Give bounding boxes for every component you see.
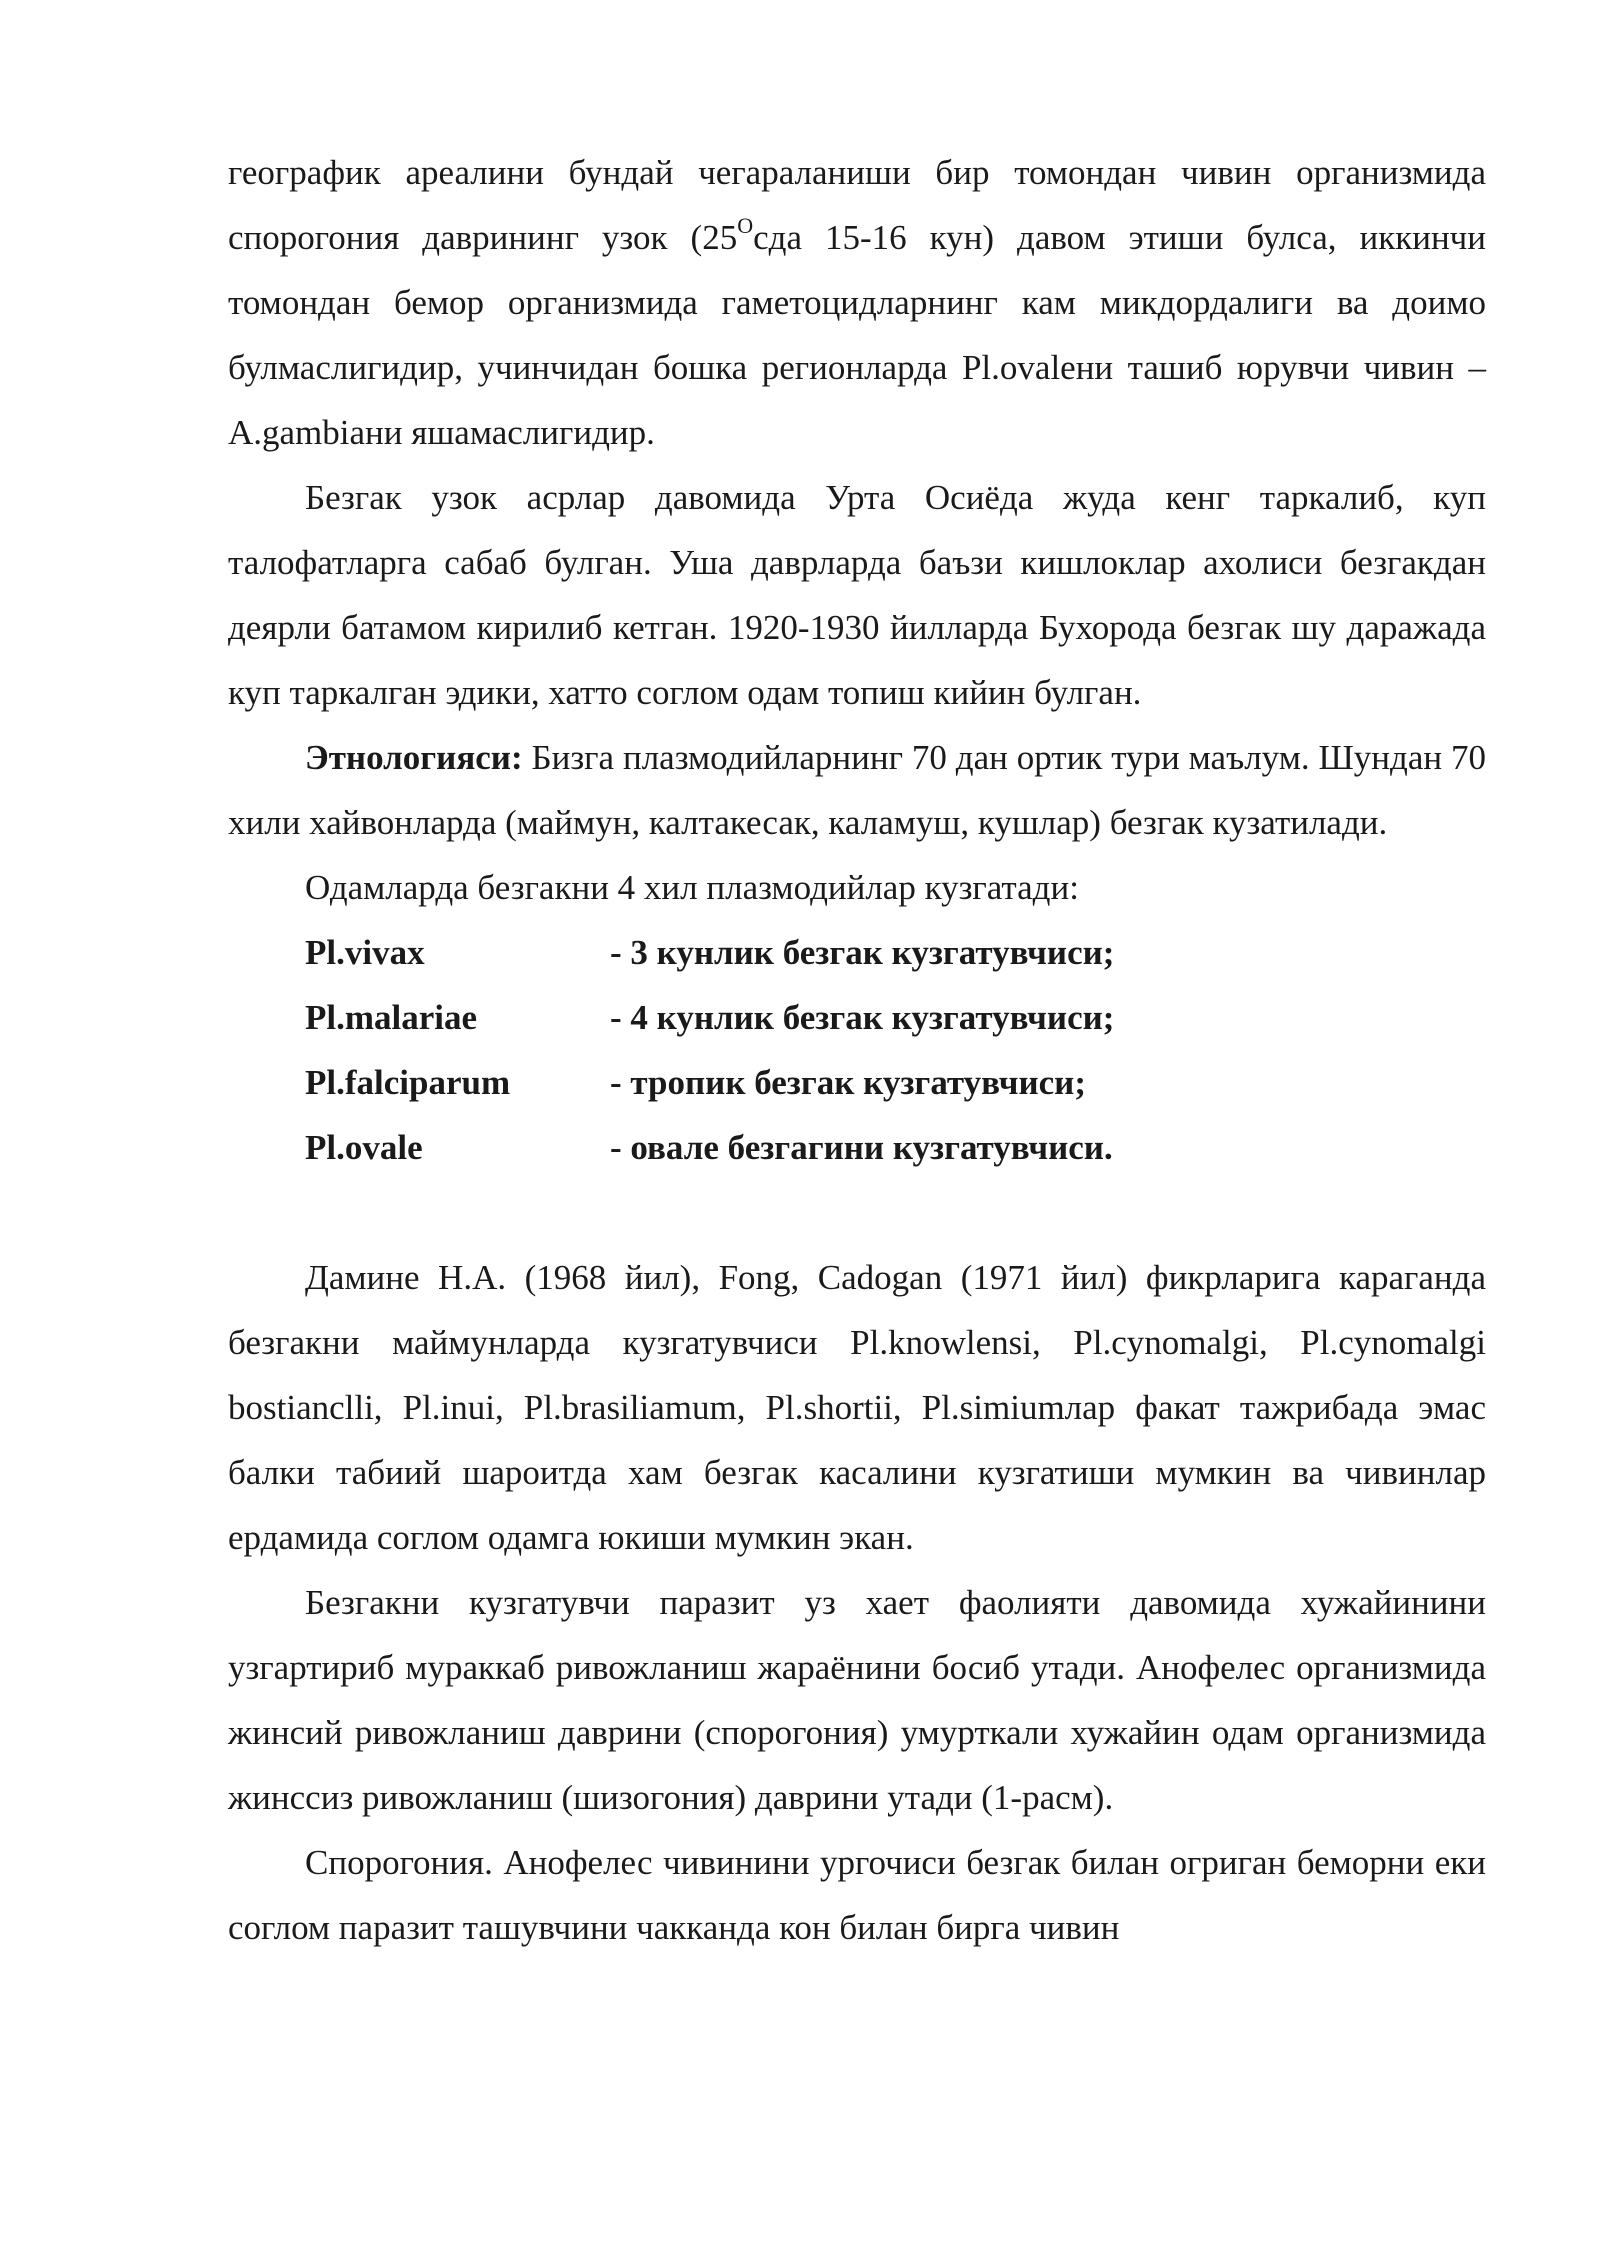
etiology-heading: Этнологияси: <box>305 738 523 777</box>
species-name: Pl.malariae <box>305 998 478 1037</box>
species-description: - 4 кунлик безгак кузгатувчиси; <box>610 998 1115 1037</box>
list-item <box>305 1115 1486 1180</box>
list-item <box>305 985 1486 1050</box>
species-description: - 3 кунлик безгак кузгатувчиси; <box>610 933 1115 972</box>
species-name: Pl.ovale <box>305 1128 423 1167</box>
species-list <box>228 920 1486 1180</box>
paragraph-text: сда 15-16 кун) давом этиши булса, иккинчи томондан бемор организмида гаметоцидларнинг кам микдордалиги ва доимо булмаслигидир, учинчидан бошка регионларда Pl.ovaleни ташиб юрувчи чивин – A.gambiани яшамаслигидир. <box>228 218 1487 452</box>
list-item <box>305 920 1486 985</box>
species-name: Pl.vivax <box>305 933 425 972</box>
temperature-value: 25 <box>702 218 738 257</box>
species-name: Pl.falciparum <box>305 1063 511 1102</box>
paragraph-geographic-range <box>228 140 1486 465</box>
paragraph-etiology <box>228 725 1486 855</box>
list-item <box>305 1050 1486 1115</box>
degree-superscript: О <box>737 213 754 239</box>
paragraph-life-cycle: Безгакни кузгатувчи паразит уз хает фаолияти давомида хужайинини узгартириб мураккаб ривожланиш жараёнини босиб утади. Анофелес организмида жинсий ривожланиш даврини (спорогония) умурткали хужайин одам организмида жинссиз ривожланиш (шизогония) даврини утади (1-расм). <box>228 1583 1486 1817</box>
species-description: - овале безгагини кузгатувчиси. <box>610 1128 1113 1167</box>
paragraph-monkey-malaria: Дамине Н.А. (1968 йил), Fong, Cadogan (1971 йил) фикрларига караганда безгакни маймунларда кузгатувчиси Pl.knowlensi, Pl.cynomalgi, Pl.cynomalgi bostiancllі, Pl.inui, Pl.brasiliamum, Pl.shortii, Pl.simiumлар факат тажрибада эмас балки табиий шароитда хам безгак касалини кузгатиши мумкин ва чивинлар ердамида соглом одамга юкиши мумкин экан. <box>228 1258 1486 1557</box>
paragraph-text: географик ареалини бундай чегараланиши бир томондан чивин организмида спорогония даврининг узок ( <box>228 153 1486 257</box>
paragraph-sporogony: Спорогония. Анофелес чивинини ургочиси безгак билан огриган беморни еки соглом паразит ташувчини чакканда кон билан бирга чивин <box>228 1843 1486 1947</box>
paragraph-history: Безгак узок асрлар давомида Урта Осиёда жуда кенг таркалиб, куп талофатларга сабаб булган. Уша даврларда баъзи кишлоклар ахолиси безгакдан деярли батамом кирилиб кетган. 1920-1930 йилларда Бухорода безгак шу даражада куп таркалган эдики, хатто соглом одам топиш кийин булган. <box>228 478 1486 712</box>
species-description: - тропик безгак кузгатувчиси; <box>610 1063 1086 1102</box>
paragraph-text: Бизга плазмодийларнинг 70 дан ортик тури маълум. Шундан 70 хили хайвонларда (маймун, калтакесак, каламуш, кушлар) безгак кузатилади. <box>228 738 1486 842</box>
blank-line <box>228 1180 1486 1245</box>
paragraph-species-intro: Одамларда безгакни 4 хил плазмодийлар кузгатади: <box>305 868 1079 907</box>
document-page <box>228 140 1486 1960</box>
